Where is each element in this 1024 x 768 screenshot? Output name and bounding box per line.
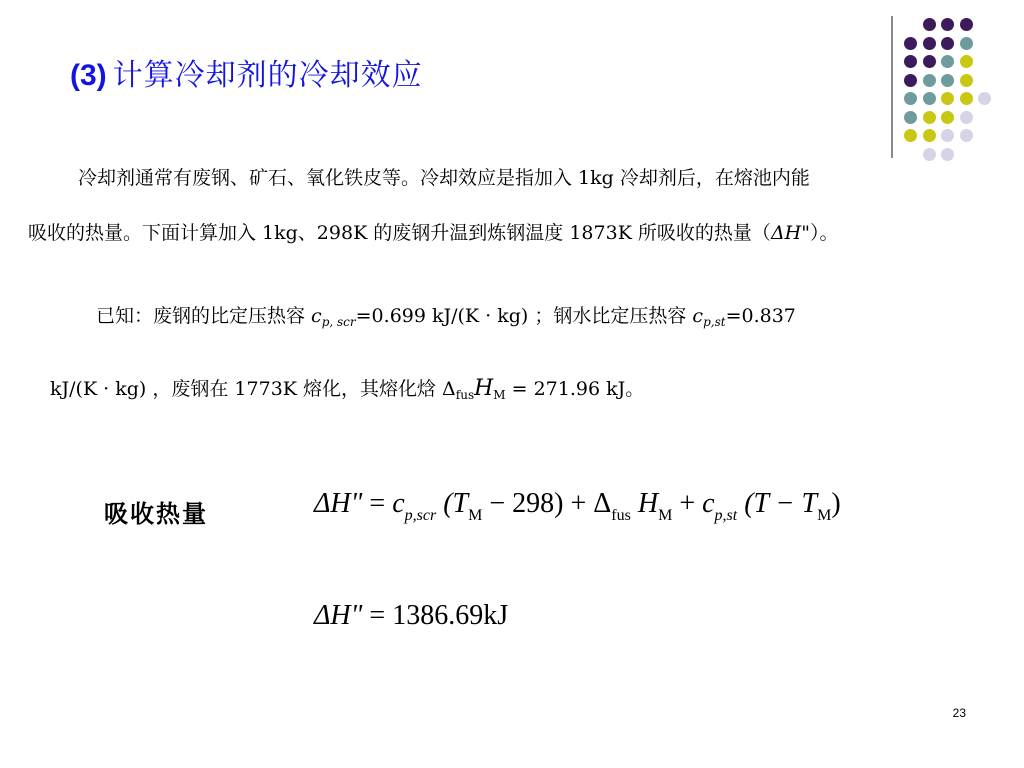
- page-number: 23: [952, 706, 966, 720]
- decorative-dot: [941, 148, 954, 161]
- slide-title: [70, 50, 423, 94]
- intro-line-2-pre: 吸收的热量。下面计算加入 1kg、298K 的废钢升温到炼钢温度 1873K 所吸收的热量（: [28, 222, 771, 244]
- cp-st-subscript: p,st: [703, 315, 726, 329]
- formula-h: H: [630, 488, 659, 519]
- known-line-2: [50, 377, 644, 403]
- decorative-dot: [923, 18, 936, 31]
- formula-term1: (T: [436, 488, 469, 519]
- divider-line: [891, 16, 893, 158]
- fus-value: = 271.96 kJ。: [505, 378, 645, 400]
- decorative-dot: [960, 92, 973, 105]
- delta-h-symbol: ΔH": [770, 222, 810, 244]
- result-rhs: = 1386.69kJ: [362, 600, 509, 631]
- absorb-heat-label: 吸收热量: [104, 500, 208, 528]
- formula-c2-sub: p,st: [714, 507, 738, 524]
- fus-m-subscript: M: [493, 388, 506, 402]
- decorative-dot: [904, 55, 917, 68]
- formula-h-sub: M: [658, 507, 673, 524]
- decorative-dot: [960, 37, 973, 50]
- intro-line-1: 冷却剂通常有废钢、矿石、氧化铁皮等。冷却效应是指加入 1kg 冷却剂后，在熔池内能: [78, 167, 810, 189]
- formula-fus-sub: fus: [611, 507, 631, 524]
- title-number: (3): [70, 59, 107, 92]
- decorative-dot: [960, 129, 973, 142]
- decorative-dot: [923, 129, 936, 142]
- decorative-dot: [904, 37, 917, 50]
- decorative-dot: [941, 37, 954, 50]
- decorative-dot: [978, 92, 991, 105]
- known-line-1: [96, 304, 796, 330]
- intro-line-2-post: ）。: [809, 222, 839, 244]
- decorative-dot: [960, 111, 973, 124]
- intro-line-2: [28, 221, 838, 245]
- decorative-dot: [960, 18, 973, 31]
- formula-term1-rest: − 298) + Δ: [482, 488, 612, 519]
- decorative-dot: [923, 37, 936, 50]
- formula-term2-sub: M: [817, 507, 832, 524]
- formula-c1-sub: p,scr: [404, 507, 437, 524]
- cp-st-symbol: c: [692, 305, 704, 327]
- formula-lhs: ΔH": [314, 488, 363, 519]
- decorative-dot: [923, 111, 936, 124]
- decorative-dot: [923, 148, 936, 161]
- decorative-dot: [904, 92, 917, 105]
- cp-st-value: =0.837: [725, 305, 796, 327]
- formula-c1: c: [392, 488, 405, 519]
- decorative-dot: [904, 74, 917, 87]
- formula-c2: c: [702, 488, 715, 519]
- decorative-dot: [960, 55, 973, 68]
- decorative-dot: [941, 74, 954, 87]
- decorative-dot: [923, 74, 936, 87]
- decorative-dot: [941, 92, 954, 105]
- decorative-dot: [941, 111, 954, 124]
- decorative-dot: [904, 111, 917, 124]
- result-formula: [314, 600, 508, 632]
- fus-h-symbol: H: [474, 376, 494, 401]
- known-line-2-pre: kJ/(K · kg) ，废钢在 1773K 熔化，其熔化焓 Δ: [50, 378, 456, 400]
- formula-close: ): [831, 488, 841, 519]
- decorative-dot: [941, 129, 954, 142]
- formula-plus: +: [672, 488, 703, 519]
- decorative-dot: [941, 55, 954, 68]
- decorative-dot: [960, 74, 973, 87]
- formula-term1-sub: M: [468, 507, 483, 524]
- formula-eq: =: [362, 488, 393, 519]
- decorative-dot: [923, 55, 936, 68]
- fus-subscript: fus: [455, 388, 475, 402]
- known-line-1-pre: 已知：废钢的比定压热容: [96, 305, 312, 327]
- formula-term2: (T − T: [737, 488, 818, 519]
- decorative-dot: [904, 129, 917, 142]
- heat-formula: [314, 488, 841, 524]
- cp-scr-value: =0.699 kJ/(K · kg) ；钢水比定压热容: [355, 305, 693, 327]
- decorative-dot: [941, 18, 954, 31]
- result-lhs: ΔH": [314, 600, 363, 631]
- cp-scr-symbol: c: [311, 305, 322, 327]
- decorative-dot: [923, 92, 936, 105]
- title-text: 计算冷却剂的冷却效应: [112, 58, 423, 93]
- cp-scr-subscript: p, scr: [321, 315, 356, 329]
